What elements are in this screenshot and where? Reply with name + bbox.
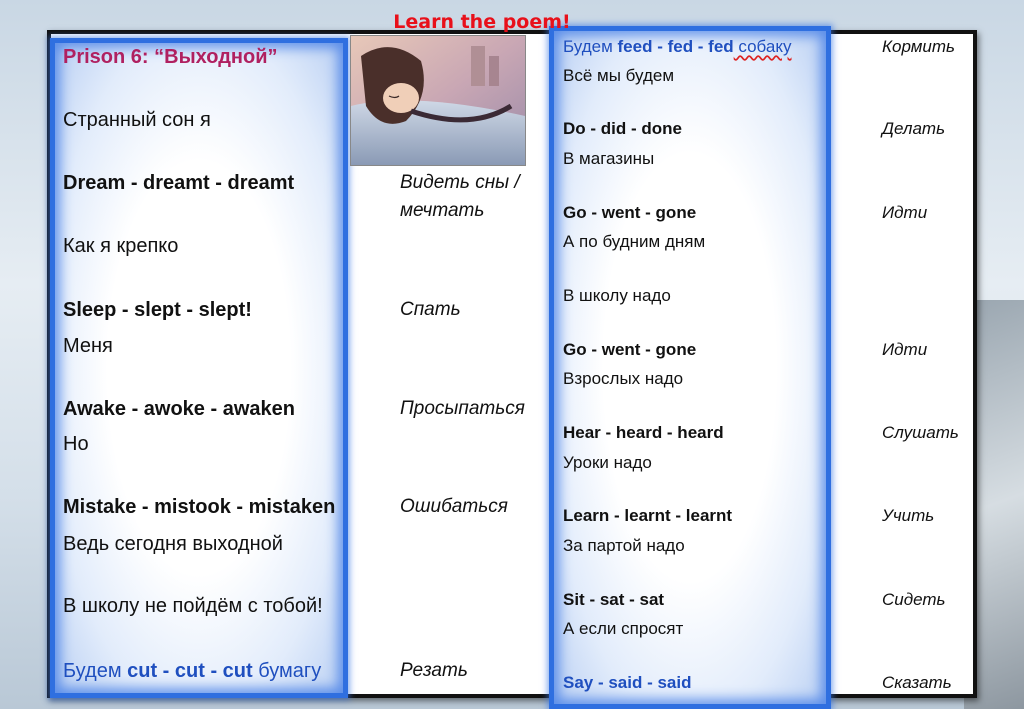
translation-do: Делать [882, 119, 946, 138]
translation-sleep: Спать [400, 299, 461, 320]
right-line-feed [563, 37, 792, 57]
left-verb-sleep: Sleep - slept - slept! [63, 299, 252, 321]
right-line-7: За партой надо [563, 536, 685, 555]
left-line-1: Странный сон я [63, 109, 211, 131]
right-line-8: А если спросят [563, 619, 684, 638]
left-cut-post: бумагу [252, 660, 322, 682]
left-verb-mistake: Mistake - mistook - mistaken [63, 496, 336, 518]
translation-dream-b: мечтать [400, 200, 485, 221]
right-feed-pre: Будем [563, 37, 618, 56]
right-line-2: В магазины [563, 149, 655, 168]
left-line-6: В школу не пойдём с тобой! [63, 595, 323, 617]
right-verb-go-2: Go - went - gone [563, 340, 697, 359]
right-line-5: Взрослых надо [563, 369, 684, 388]
right-verb-go-1: Go - went - gone [563, 203, 697, 222]
translation-hear: Слушать [882, 423, 959, 442]
left-line-cut [63, 660, 321, 683]
left-line-2: Как я крепко [63, 235, 179, 257]
left-verb-cut: cut - cut - cut [127, 660, 253, 682]
left-line-4: Но [63, 433, 89, 455]
translation-sit: Сидеть [882, 590, 946, 609]
translation-feed: Кормить [882, 37, 955, 56]
right-verb-do: Do - did - done [563, 119, 682, 138]
left-cut-pre: Будем [63, 660, 128, 682]
left-line-3: Меня [63, 335, 113, 357]
translation-go-1: Идти [882, 203, 928, 222]
right-verb-feed: feed - fed - fed [617, 37, 734, 56]
translation-go-2: Идти [882, 340, 928, 359]
right-verb-sit: Sit - sat - sat [563, 590, 665, 609]
translation-learn: Учить [882, 506, 935, 525]
right-feed-post: собаку [733, 37, 792, 56]
translation-awake: Просыпаться [400, 398, 525, 419]
right-verb-say: Say - said - said [563, 673, 692, 692]
banner-title: Learn the poem! [393, 11, 571, 33]
left-line-5: Ведь сегодня выходной [63, 533, 283, 555]
left-verb-awake: Awake - awoke - awaken [63, 398, 295, 420]
right-verb-learn: Learn - learnt - learnt [563, 506, 733, 525]
right-line-6: Уроки надо [563, 453, 652, 472]
translation-dream-a: Видеть сны / [400, 172, 520, 193]
translation-say: Сказать [882, 673, 952, 692]
poem-title: Prison 6: “Выходной” [63, 46, 278, 68]
right-line-4: В школу надо [563, 286, 671, 305]
right-line-1: Всё мы будем [563, 66, 675, 85]
translation-cut: Резать [400, 660, 468, 681]
sleeping-girl-illustration [350, 35, 526, 166]
left-verb-dream: Dream - dreamt - dreamt [63, 172, 295, 194]
right-verb-hear: Hear - heard - heard [563, 423, 724, 442]
right-line-3: А по будним дням [563, 232, 706, 251]
translation-mistake: Ошибаться [400, 496, 508, 517]
